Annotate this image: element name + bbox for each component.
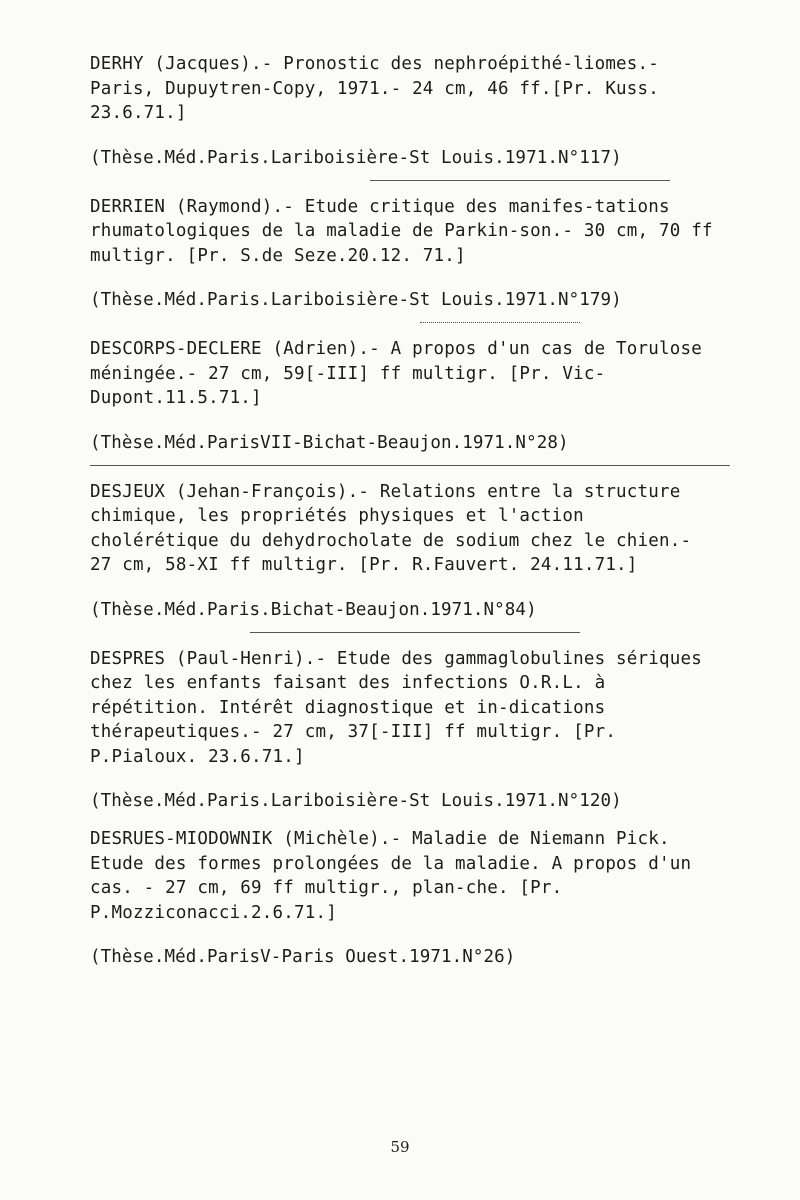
- entry-thesis-note: (Thèse.Méd.ParisVII-Bichat-Beaujon.1971.N°28): [90, 432, 569, 453]
- entry-thesis-note: (Thèse.Méd.ParisV-Paris Ouest.1971.N°26): [90, 947, 516, 967]
- entry-thesis-note: (Thèse.Méd.Paris.Bichat-Beaujon.1971.N°84): [90, 599, 537, 620]
- entry-separator: [250, 632, 580, 633]
- entry-reference: DESPRES (Paul-Henri).- Etude des gammaglobulines sériques chez les enfants faisant des infections O.R.L. à répétition. Intérêt diagnostique et in-dications thérapeutiques.- 27 cm, 37[-III] ff multigr. [Pr. P.Pialoux. 23.6.71.]: [90, 648, 702, 767]
- bibliography-entry: [90, 827, 720, 969]
- entry-reference: DESJEUX (Jehan-François).- Relations entre la structure chimique, les propriétés physiques et l'action cholérétique du dehydrocholate de sodium chez le chien.- 27 cm, 58-XI ff multigr. [Pr. R.Fauvert. 24.11.71.]: [90, 481, 692, 575]
- entry-reference: DESCORPS-DECLERE (Adrien).- A propos d'un cas de Torulose méningée.- 27 cm, 59[-III] ff multigr. [Pr. Vic-Dupont.11.5.71.]: [90, 339, 702, 408]
- entry-separator: [90, 465, 730, 466]
- entry-reference: DESRUES-MIODOWNIK (Michèle).- Maladie de Niemann Pick. Etude des formes prolongées de la maladie. A propos d'un cas. - 27 cm, 69 ff multigr., plan-che. [Pr. P.Mozziconacci.2.6.71.]: [90, 829, 692, 923]
- bibliography-list: [90, 52, 720, 969]
- bibliography-entry: [90, 52, 720, 181]
- bibliography-entry: [90, 195, 720, 324]
- entry-separator: [370, 180, 670, 181]
- entry-separator: [420, 322, 580, 323]
- entry-reference: DERRIEN (Raymond).- Etude critique des manifes-tations rhumatologiques de la maladie de Parkin-son.- 30 cm, 70 ff multigr. [Pr. S.de Seze.20.12. 71.]: [90, 196, 713, 266]
- bibliography-entry: [90, 480, 720, 633]
- entry-reference: DERHY (Jacques).- Pronostic des nephroépithé-liomes.- Paris, Dupuytren-Copy, 1971.- 24 cm, 46 ff.[Pr. Kuss. 23.6.71.]: [90, 54, 660, 123]
- bibliography-entry: [90, 337, 720, 466]
- bibliography-entry: [90, 647, 720, 814]
- entry-thesis-note: (Thèse.Méd.Paris.Lariboisière-St Louis.1971.N°179): [90, 290, 622, 310]
- entry-thesis-note: (Thèse.Méd.Paris.Lariboisière-St Louis.1971.N°117): [90, 147, 622, 168]
- page-number: 59: [390, 1138, 410, 1156]
- entry-thesis-note: (Thèse.Méd.Paris.Lariboisière-St Louis.1971.N°120): [90, 791, 622, 811]
